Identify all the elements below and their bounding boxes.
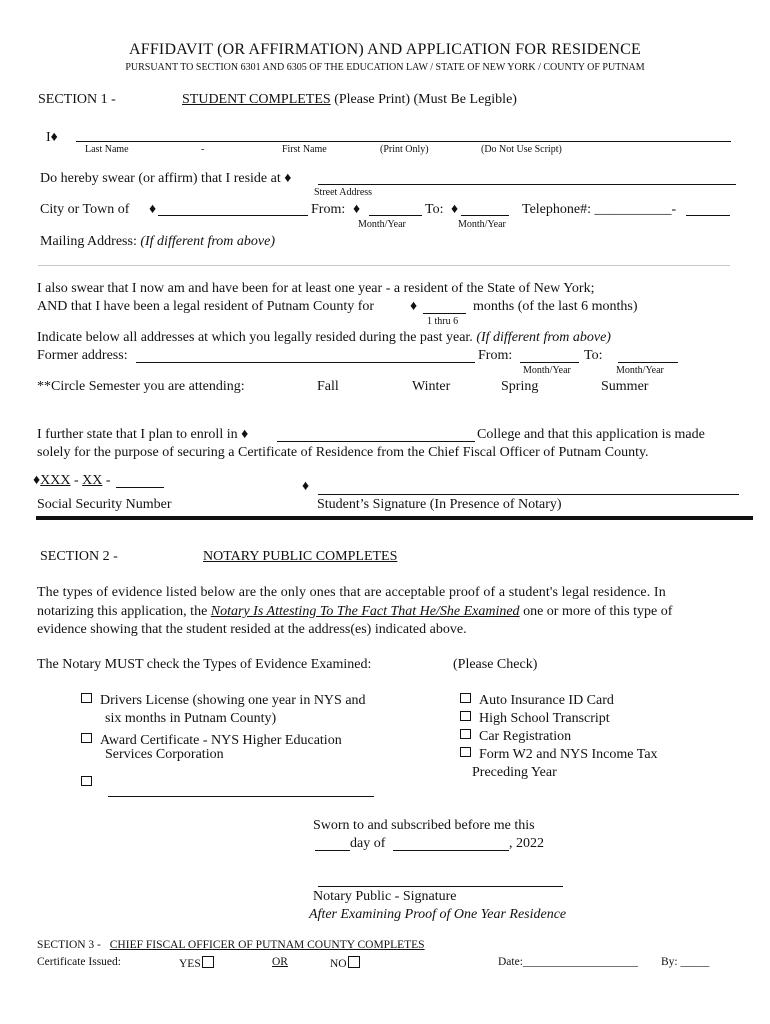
indicate-note: (If different from above) — [476, 330, 611, 345]
semester-winter[interactable]: Winter — [412, 379, 451, 394]
after-examining-text: After Examining Proof of One Year Residence — [309, 907, 567, 922]
indicate-main: Indicate below all addresses at which you legally resided during the past year. — [37, 330, 473, 345]
evidence-award-certificate-cont: Services Corporation — [105, 747, 224, 762]
evidence-label: Award Certificate - NYS Higher Education — [100, 733, 342, 748]
evidence-other[interactable] — [81, 776, 100, 792]
evidence-label: Car Registration — [479, 729, 572, 744]
section3-heading — [37, 939, 425, 951]
student-signature-field[interactable] — [318, 494, 739, 495]
to-label: To: — [425, 202, 444, 217]
section1-label: SECTION 1 - — [38, 92, 116, 107]
from-diamond: ♦ — [353, 202, 361, 217]
month-field[interactable] — [393, 850, 509, 851]
evidence-paragraph-line-2 — [37, 604, 672, 620]
ssn-diamond: ♦ — [33, 473, 41, 488]
section1-title: STUDENT COMPLETES — [182, 92, 331, 107]
section1-title-suffix: (Please Print) (Must Be Legible) — [334, 92, 517, 107]
yes-checkbox[interactable] — [202, 956, 214, 968]
by-field[interactable]: By: _____ — [661, 956, 710, 968]
section3-title: CHIEF FISCAL OFFICER OF PUTNAM COUNTY COMPLETES — [109, 939, 425, 951]
signature-diamond: ♦ — [302, 479, 310, 494]
mailing-note: (If different from above) — [140, 234, 275, 249]
ssn-field[interactable] — [33, 473, 111, 489]
further-text: I further state that I plan to enroll in ♦ — [37, 427, 249, 442]
sworn-text: Sworn to and subscribed before me this — [313, 818, 535, 833]
college-field[interactable] — [277, 441, 475, 442]
evidence-paragraph-line-1: The types of evidence listed below are the only ones that are acceptable proof of a student's legal residence. In — [37, 585, 666, 600]
checkbox[interactable] — [460, 693, 471, 703]
ssn-last-four-field[interactable] — [116, 487, 164, 488]
ssn-xx: XX — [82, 473, 103, 488]
evidence-drivers-license-cont: six months in Putnam County) — [105, 711, 277, 726]
swear-text: Do hereby swear (or affirm) that I reside at ♦ — [40, 171, 292, 186]
evidence-paragraph-line-3: evidence showing that the student resided at the address(es) indicated above. — [37, 622, 467, 637]
yes-label: YES — [179, 958, 201, 970]
solely-text: solely for the purpose of securing a Certificate of Residence from the Chief Fiscal Officer of Putnam County. — [37, 445, 649, 460]
year-text: , 2022 — [509, 836, 544, 851]
day-of-text: day of — [350, 836, 386, 851]
to-diamond: ♦ — [451, 202, 459, 217]
former-address-field[interactable] — [136, 362, 475, 363]
from-month-year-caption: Month/Year — [358, 219, 406, 230]
evidence-line2-a: notarizing this application, the — [37, 604, 208, 619]
name-dash: - — [201, 144, 205, 155]
mailing-label: Mailing Address: — [40, 234, 137, 249]
checkbox[interactable] — [81, 693, 92, 703]
months-field[interactable] — [423, 313, 466, 314]
last-name-caption: Last Name — [85, 144, 129, 155]
date-field[interactable]: Date:____________________ — [498, 956, 638, 968]
evidence-other-field[interactable] — [108, 796, 374, 797]
checkbox[interactable] — [81, 733, 92, 743]
street-address-field[interactable] — [318, 184, 736, 185]
former-address-label: Former address: — [37, 348, 128, 363]
also-swear-text: I also swear that I now am and have been for at least one year - a resident of the State of New York; — [37, 281, 595, 296]
evidence-transcript[interactable] — [460, 711, 610, 727]
evidence-award-certificate[interactable] — [81, 729, 342, 749]
to-month-year-caption: Month/Year — [458, 219, 506, 230]
checkbox[interactable] — [81, 776, 92, 786]
section2-title: NOTARY PUBLIC COMPLETES — [203, 549, 398, 564]
former-to-field[interactable] — [618, 362, 678, 363]
checkbox[interactable] — [460, 729, 471, 739]
no-option[interactable] — [330, 956, 360, 970]
semester-summer[interactable]: Summer — [601, 379, 649, 394]
yes-option[interactable] — [179, 956, 214, 970]
from-label: From: — [311, 202, 346, 217]
semester-fall[interactable]: Fall — [317, 379, 339, 394]
evidence-line2-b: Notary Is Attesting To The Fact That He/She Examined — [210, 604, 520, 619]
college-text: College and that this application is made — [477, 427, 705, 442]
certificate-issued-label: Certificate Issued: — [37, 956, 121, 968]
from-date-field[interactable] — [369, 215, 422, 216]
ssn-xxx: XXX — [40, 473, 71, 488]
city-diamond: ♦ — [149, 202, 157, 217]
mailing-address-field[interactable] — [38, 265, 730, 266]
evidence-auto-insurance[interactable] — [460, 693, 614, 709]
mailing-address — [40, 234, 275, 250]
to-date-field[interactable] — [461, 215, 509, 216]
evidence-label: Drivers License (showing one year in NYS and — [100, 693, 366, 708]
evidence-label: High School Transcript — [479, 711, 610, 726]
telephone-label[interactable]: Telephone#: ___________- — [522, 202, 677, 217]
ssn-dash-1: - — [70, 473, 83, 488]
no-checkbox[interactable] — [348, 956, 360, 968]
evidence-w2[interactable] — [460, 747, 658, 763]
thru-caption: 1 thru 6 — [427, 316, 459, 327]
ssn-label: Social Security Number — [37, 497, 172, 512]
evidence-label: Auto Insurance ID Card — [479, 693, 614, 708]
former-from-field[interactable] — [520, 362, 579, 363]
city-field[interactable] — [158, 215, 308, 216]
i-label: I♦ — [46, 130, 58, 145]
notary-signature-label: Notary Public - Signature — [313, 889, 457, 904]
evidence-label: Form W2 and NYS Income Tax — [479, 747, 658, 762]
ssn-dash-2: - — [102, 473, 111, 488]
indicate-text — [37, 330, 611, 346]
section1-heading — [182, 92, 517, 108]
must-check-text: The Notary MUST check the Types of Evidence Examined: — [37, 657, 372, 672]
circle-semester-text: **Circle Semester you are attending: — [37, 379, 245, 394]
notary-signature-field[interactable] — [318, 886, 563, 887]
section2-label: SECTION 2 - — [40, 549, 118, 564]
please-check-text: (Please Check) — [453, 657, 538, 672]
checkbox[interactable] — [460, 747, 471, 757]
former-to-caption: Month/Year — [616, 365, 664, 376]
evidence-w2-cont: Preceding Year — [472, 765, 557, 780]
and-that-text: AND that I have been a legal resident of Putnam County for — [37, 299, 375, 314]
first-name-caption: First Name — [282, 144, 327, 155]
former-from-label: From: — [478, 348, 513, 363]
months-text: months (of the last 6 months) — [473, 299, 638, 314]
street-address-caption: Street Address — [314, 187, 373, 198]
section3-label: SECTION 3 - — [37, 939, 101, 951]
day-field[interactable] — [315, 850, 350, 851]
section-divider — [36, 516, 753, 520]
form-subtitle: PURSUANT TO SECTION 6301 AND 6305 OF THE EDUCATION LAW / STATE OF NEW YORK / COUNTY OF PUTNAM — [125, 62, 645, 73]
telephone-field[interactable] — [686, 215, 730, 216]
former-to-label: To: — [584, 348, 603, 363]
or-text: OR — [272, 956, 288, 968]
form-title: AFFIDAVIT (OR AFFIRMATION) AND APPLICATION FOR RESIDENCE — [128, 41, 641, 58]
evidence-car-registration[interactable] — [460, 729, 571, 745]
no-script-caption: (Do Not Use Script) — [481, 144, 562, 155]
evidence-line2-c: one or more of this type of — [523, 604, 673, 619]
city-label: City or Town of — [40, 202, 130, 217]
print-only-caption: (Print Only) — [380, 144, 429, 155]
evidence-drivers-license[interactable] — [81, 693, 366, 709]
no-label: NO — [330, 958, 347, 970]
months-diamond: ♦ — [410, 299, 418, 314]
signature-label: Student’s Signature (In Presence of Notary) — [317, 497, 562, 512]
former-from-caption: Month/Year — [523, 365, 571, 376]
student-name-field[interactable] — [76, 141, 731, 142]
semester-spring[interactable]: Spring — [501, 379, 539, 394]
checkbox[interactable] — [460, 711, 471, 721]
